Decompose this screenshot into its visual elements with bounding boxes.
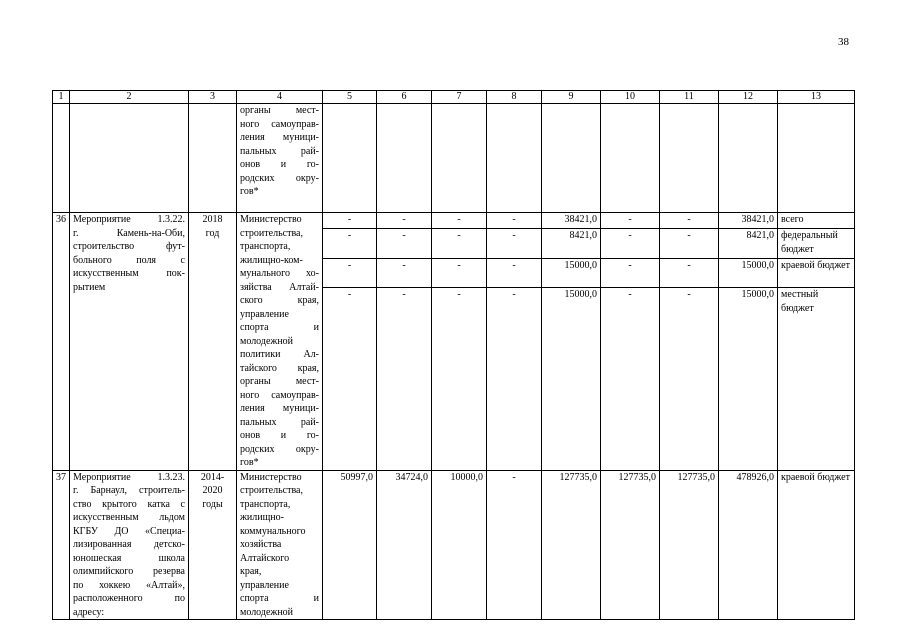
value-cell: - bbox=[323, 288, 377, 471]
text-line: юношеская школа bbox=[73, 552, 185, 564]
value-cell: - bbox=[377, 213, 432, 229]
text-line: ления муници- bbox=[240, 132, 319, 143]
text-line: Мероприятие 1.3.23. bbox=[73, 471, 185, 483]
text-line: пальных рай- bbox=[240, 416, 319, 428]
responsible-cell bbox=[237, 470, 323, 620]
value-cell: - bbox=[432, 229, 487, 258]
header-cell: 11 bbox=[660, 91, 719, 104]
text-line: Алтайского bbox=[240, 552, 290, 564]
value-cell: - bbox=[601, 258, 660, 287]
text-line: родских окру- bbox=[240, 172, 319, 184]
text-line: адресу: bbox=[73, 606, 105, 618]
text-line: больного поля с bbox=[73, 254, 185, 266]
text-line: расположенного по bbox=[73, 593, 185, 604]
value-cell: - bbox=[660, 258, 719, 287]
value-cell: - bbox=[432, 288, 487, 471]
table-row bbox=[53, 470, 855, 620]
value-cell: - bbox=[487, 229, 542, 258]
text-line: гов* bbox=[240, 457, 259, 468]
value-cell: - bbox=[660, 229, 719, 258]
text-line: ления муници- bbox=[240, 403, 319, 414]
text-line: 2014- bbox=[200, 471, 225, 483]
value-cell: 8421,0 bbox=[719, 229, 778, 258]
row-number: 37 bbox=[53, 470, 70, 620]
period bbox=[189, 213, 237, 471]
text-line: искусственным льдом bbox=[73, 512, 185, 523]
value-cell: - bbox=[601, 288, 660, 471]
responsible-cell bbox=[237, 213, 323, 471]
value-cell: 10000,0 bbox=[432, 470, 487, 620]
header-cell: 2 bbox=[70, 91, 189, 104]
text-line: 2018 bbox=[202, 214, 223, 225]
value-cell: - bbox=[323, 213, 377, 229]
value-cell: - bbox=[487, 258, 542, 287]
value-cell: - bbox=[377, 258, 432, 287]
header-cell: 6 bbox=[377, 91, 432, 104]
measure-name bbox=[70, 213, 189, 471]
header-cell: 13 bbox=[778, 91, 855, 104]
text-line: Министерство bbox=[240, 471, 302, 483]
responsible-cell bbox=[237, 104, 323, 213]
text-line: строительства, bbox=[240, 485, 303, 496]
text-line: гов* bbox=[240, 186, 259, 197]
text-line: тайского края, bbox=[240, 362, 319, 374]
text-line: края, bbox=[240, 566, 262, 577]
text-line: онов и го- bbox=[240, 430, 319, 441]
text-line: политики Ал- bbox=[240, 349, 319, 360]
value-cell: 15000,0 bbox=[542, 288, 601, 471]
text-line: онов и го- bbox=[240, 159, 319, 170]
measure-name bbox=[70, 470, 189, 620]
value-cell: - bbox=[377, 288, 432, 471]
table-row bbox=[53, 213, 855, 229]
text-line: транспорта, bbox=[240, 241, 291, 252]
text-line: управление bbox=[240, 308, 289, 320]
header-cell: 5 bbox=[323, 91, 377, 104]
value-cell: - bbox=[432, 213, 487, 229]
text-line: лизированная детско- bbox=[73, 539, 185, 550]
header-row bbox=[53, 91, 855, 104]
funding-source: федеральный бюджет bbox=[778, 229, 855, 258]
value-cell: - bbox=[487, 288, 542, 471]
value-cell: 50997,0 bbox=[323, 470, 377, 620]
text-line: хозяйства bbox=[240, 539, 282, 550]
header-cell: 7 bbox=[432, 91, 487, 104]
value-cell: 34724,0 bbox=[377, 470, 432, 620]
value-cell: - bbox=[660, 213, 719, 229]
text-line: ство крытого катка с bbox=[73, 498, 185, 510]
text-line: жилищно-ком- bbox=[240, 254, 303, 266]
value-cell: - bbox=[601, 229, 660, 258]
text-line: рытием bbox=[73, 281, 106, 293]
text-line: олимпийского резерва bbox=[73, 566, 185, 577]
text-line: Мероприятие 1.3.22. bbox=[73, 214, 185, 225]
text-line: жилищно- bbox=[240, 512, 284, 523]
value-cell: 15000,0 bbox=[719, 258, 778, 287]
text-line: ного самоуправ- bbox=[240, 118, 319, 130]
text-line: зяйства Алтай- bbox=[240, 281, 319, 293]
text-line: строительство фут- bbox=[73, 241, 185, 252]
text-line: строительства, bbox=[240, 227, 303, 239]
header-cell: 1 bbox=[53, 91, 70, 104]
funding-source: местный бюджет bbox=[778, 288, 855, 471]
text-line: годы bbox=[202, 498, 223, 510]
header-cell: 12 bbox=[719, 91, 778, 104]
funding-source: краевой бюджет bbox=[778, 258, 855, 287]
value-cell: 38421,0 bbox=[542, 213, 601, 229]
header-cell: 3 bbox=[189, 91, 237, 104]
text-line: искусственным пок- bbox=[73, 268, 185, 279]
text-line: мунального хо- bbox=[240, 268, 319, 279]
value-cell: 127735,0 bbox=[660, 470, 719, 620]
period bbox=[189, 470, 237, 620]
continuation-row bbox=[53, 104, 855, 213]
value-cell: 15000,0 bbox=[719, 288, 778, 471]
text-line: ного самоуправ- bbox=[240, 389, 319, 401]
text-line: транспорта, bbox=[240, 498, 291, 510]
text-line: КГБУ ДО «Специа- bbox=[73, 525, 185, 537]
text-line: органы мест- bbox=[240, 105, 319, 116]
text-line: г. Барнаул, строитель- bbox=[73, 485, 185, 496]
value-cell: - bbox=[601, 213, 660, 229]
header-cell: 9 bbox=[542, 91, 601, 104]
value-cell: 38421,0 bbox=[719, 213, 778, 229]
page-number: 38 bbox=[838, 36, 849, 48]
value-cell: - bbox=[377, 229, 432, 258]
value-cell: - bbox=[487, 213, 542, 229]
funding-source: всего bbox=[778, 213, 855, 229]
value-cell: 127735,0 bbox=[542, 470, 601, 620]
value-cell: - bbox=[323, 229, 377, 258]
text-line: родских окру- bbox=[240, 443, 319, 455]
text-line: г. Камень-на-Оби, bbox=[73, 227, 185, 239]
value-cell: - bbox=[432, 258, 487, 287]
text-line: органы мест- bbox=[240, 376, 319, 387]
header-cell: 4 bbox=[237, 91, 323, 104]
value-cell: 15000,0 bbox=[542, 258, 601, 287]
value-cell: 127735,0 bbox=[601, 470, 660, 620]
text-line: молодежной bbox=[240, 606, 294, 618]
value-cell: - bbox=[323, 258, 377, 287]
text-line: по хоккею «Алтай», bbox=[73, 579, 185, 591]
value-cell: 8421,0 bbox=[542, 229, 601, 258]
value-cell: - bbox=[487, 470, 542, 620]
text-line: молодежной bbox=[240, 335, 294, 347]
program-table bbox=[52, 90, 855, 620]
text-line: пальных рай- bbox=[240, 145, 319, 157]
text-line: 2020 bbox=[202, 485, 223, 496]
header-cell: 8 bbox=[487, 91, 542, 104]
text-line: ского края, bbox=[240, 295, 319, 306]
value-cell: 478926,0 bbox=[719, 470, 778, 620]
text-line: коммунального bbox=[240, 525, 306, 537]
text-line: год bbox=[205, 227, 220, 239]
value-cell: - bbox=[660, 288, 719, 471]
funding-source: краевой бюджет bbox=[778, 470, 855, 620]
row-number: 36 bbox=[53, 213, 70, 471]
text-line: спорта и bbox=[240, 593, 319, 604]
header-cell: 10 bbox=[601, 91, 660, 104]
text-line: управление bbox=[240, 579, 289, 591]
text-line: Министерство bbox=[240, 214, 302, 225]
text-line: спорта и bbox=[240, 322, 319, 333]
